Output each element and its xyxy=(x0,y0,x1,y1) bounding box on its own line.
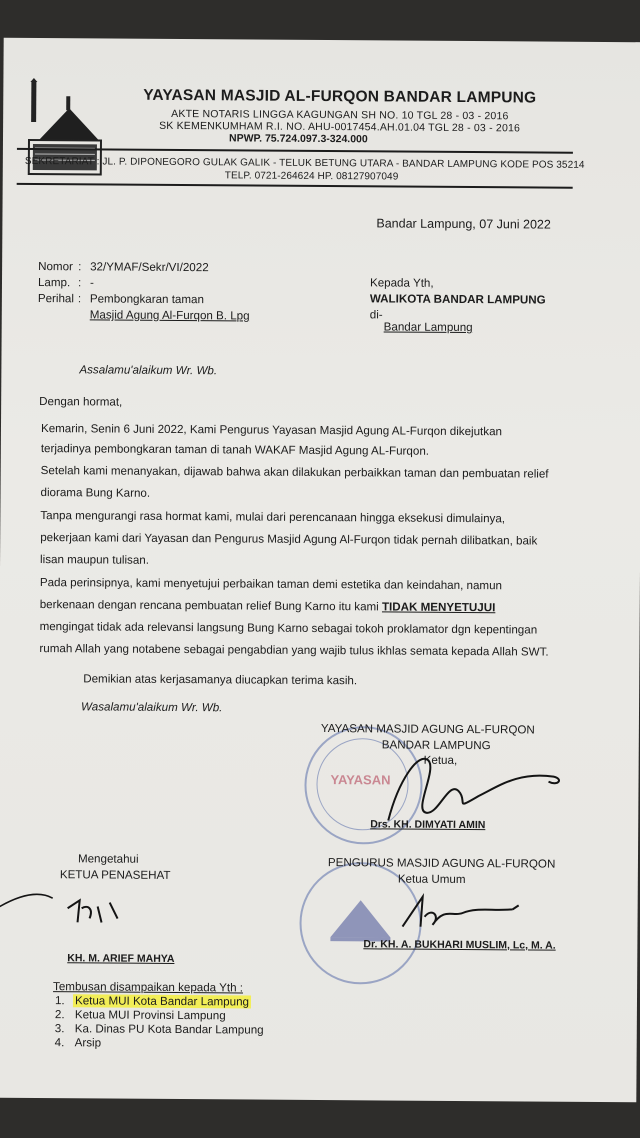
cc-item-number: 4. xyxy=(54,1036,65,1050)
body-line-11: rumah Allah yang notabene sebagai pengabdian yang wajib tulus ikhlas semata kepada Allah SWT. xyxy=(39,642,549,659)
body-line-1: Kemarin, Senin 6 Juni 2022, Kami Pengurus Yayasan Masjid Agung AL-Furqon dikejutkan xyxy=(40,422,503,439)
cc-item: Ketua MUI Provinsi Lampung xyxy=(74,1008,226,1023)
penasehat-signature-icon xyxy=(0,878,168,939)
perihal-label: Perihal xyxy=(37,292,75,306)
pengurus-signer-name: Dr. KH. A. BUKHARI MUSLIM, Lc, M. A. xyxy=(363,938,556,952)
notary-line: AKTE NOTARIS LINGGA KAGUNGAN SH NO. 10 TGL 28 - 03 - 2016 xyxy=(171,107,509,123)
yayasan-stamp-word: YAYASAN xyxy=(330,772,391,788)
body-line-8: Pada perinsipnya, kami menyetujui perbaikan taman demi estetika dan keindahan, namun xyxy=(39,576,503,593)
recipient-kepada: Kepada Yth, xyxy=(369,276,434,290)
body-line-9 xyxy=(40,598,496,614)
closing-line: Demikian atas kerjasamanya diucapkan terima kasih. xyxy=(83,672,358,688)
body-line-6: pekerjaan kami dari Yayasan dan Pengurus Masjid Agung Al-Furqon tidak pernah dilibatkan, baik xyxy=(40,531,538,548)
body-line-3: Setelah kami menanyakan, dijawab bahwa akan dilakukan perbaikkan taman dan pembuatan relief xyxy=(40,464,549,481)
npwp-line: NPWP. 75.724.097.3-324.000 xyxy=(228,132,368,146)
cc-item xyxy=(73,994,251,1008)
place-date: Bandar Lampung, 07 Juni 2022 xyxy=(376,216,551,232)
lamp-label: Lamp. xyxy=(37,276,71,290)
header-rule-bottom xyxy=(17,183,573,189)
body-line-5: Tanpa mengurangi rasa hormat kami, mulai dari perencanaan hingga eksekusi dimulainya, xyxy=(40,509,506,526)
phone-line: TELP. 0721-264624 HP. 08127907049 xyxy=(224,170,399,183)
body-line-10: mengingat tidak ada relevansi langsung Bung Karno sebagai tokoh proklamator dgn kepentingan xyxy=(39,620,538,637)
cc-item: Ka. Dinas PU Kota Bandar Lampung xyxy=(74,1022,264,1037)
body-line-9-text: berkenaan dengan rencana pembuatan relief Bung Karno itu kami xyxy=(39,598,383,614)
yayasan-org-1: YAYASAN MASJID AGUNG AL-FURQON xyxy=(320,722,535,737)
cc-item-number: 2. xyxy=(54,1008,65,1022)
perihal-sep: : xyxy=(77,292,82,306)
recipient-di: di- xyxy=(369,308,383,322)
cc-item-number: 1. xyxy=(54,994,65,1008)
yayasan-role: Ketua, xyxy=(423,753,458,767)
nomor-label: Nomor xyxy=(38,260,73,274)
letter-page xyxy=(0,38,640,1102)
cc-item: Arsip xyxy=(74,1036,102,1050)
penasehat-label-2: KETUA PENASEHAT xyxy=(59,868,171,882)
nomor-sep: : xyxy=(78,260,82,274)
pengurus-signature-icon xyxy=(392,887,532,938)
recipient-city: Bandar Lampung xyxy=(383,320,473,335)
tidak-menyetujui-emphasis: TIDAK MENYETUJUI xyxy=(381,600,496,615)
pengurus-role: Ketua Umum xyxy=(397,872,466,887)
penasehat-signer-name: KH. M. ARIEF MAHYA xyxy=(67,952,175,965)
yayasan-signer-name: Drs. KH. DIMYATI AMIN xyxy=(370,818,486,832)
salam: Assalamu'alaikum Wr. Wb. xyxy=(79,363,218,378)
perihal-line2: Masjid Agung Al-Furqon B. Lpg xyxy=(89,308,250,323)
lamp-value: - xyxy=(89,276,94,290)
lamp-sep: : xyxy=(77,276,82,290)
nomor-value: 32/YMAF/Sekr/VI/2022 xyxy=(90,260,209,275)
address-line: SEKRETARIAT : JL. P. DIPONEGORO GULAK GALIK - TELUK BETUNG UTARA - BANDAR LAMPUNG KODE POS 35214 xyxy=(24,155,585,171)
body-line-7: lisan maupun tulisan. xyxy=(40,553,150,567)
cc-item-number: 3. xyxy=(54,1022,65,1036)
pengurus-stamp-mosque-icon xyxy=(325,892,395,942)
org-name: YAYASAN MASJID AL-FURQON BANDAR LAMPUNG xyxy=(143,86,537,107)
cc-title: Tembusan disampaikan kepada Yth : xyxy=(53,980,244,995)
cc-item-highlighted: Ketua MUI Kota Bandar Lampung xyxy=(74,994,250,1009)
penasehat-label-1: Mengetahui xyxy=(77,852,139,866)
recipient-name: WALIKOTA BANDAR LAMPUNG xyxy=(369,292,546,307)
body-line-4: diorama Bung Karno. xyxy=(40,486,151,500)
body-line-2: terjadinya pembongkaran taman di tanah WAKAF Masjid Agung AL-Furqon. xyxy=(40,442,430,458)
perihal-line1: Pembongkaran taman xyxy=(89,292,205,307)
greeting: Dengan hormat, xyxy=(39,395,123,409)
yayasan-org-2: BANDAR LAMPUNG xyxy=(381,738,491,753)
wasalam: Wasalamu'alaikum Wr. Wb. xyxy=(80,700,223,715)
pengurus-org: PENGURUS MASJID AGUNG AL-FURQON xyxy=(327,856,556,871)
sk-line: SK KEMENKUMHAM R.I. NO. AHU-0017454.AH.01.04 TGL 28 - 03 - 2016 xyxy=(159,119,521,135)
